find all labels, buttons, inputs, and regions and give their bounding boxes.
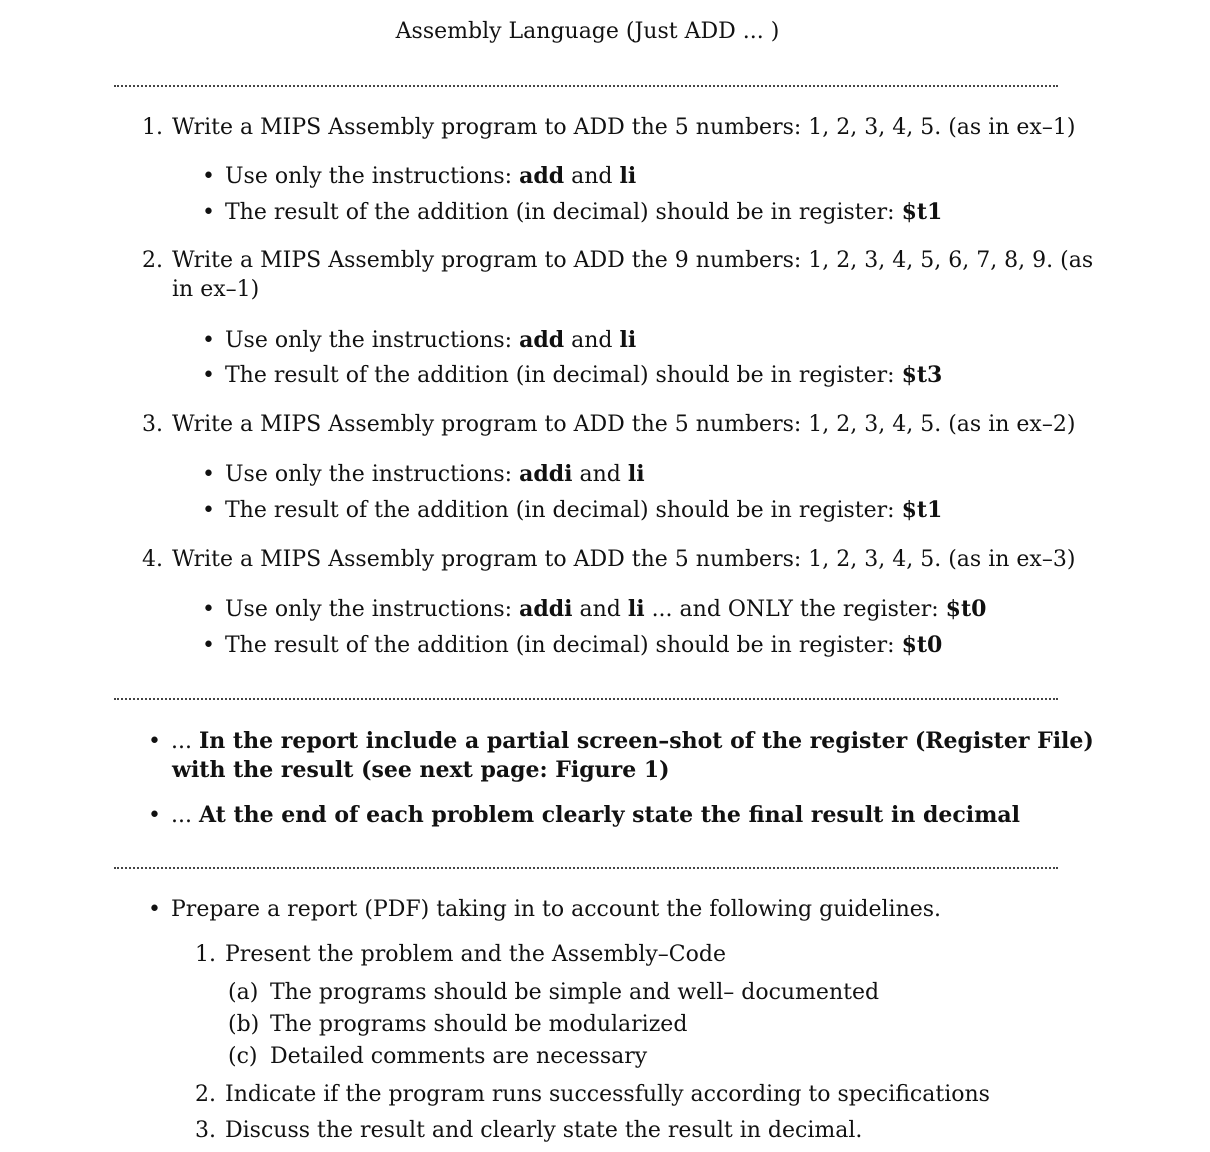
register-name: $t3 [901,362,943,388]
dotted-divider [114,85,1058,87]
note-final-result: • ... At the end of each problem clearly state the final result in decimal [148,802,1021,828]
register-name: $t1 [901,497,943,523]
problem-4-bullet-2: • The result of the addition (in decimal) should be in register: $t0 [202,632,943,658]
problem-3-bullet-2: • The result of the addition (in decimal) should be in register: $t1 [202,497,943,523]
instruction-name: add [519,327,565,353]
report-item-3: 3. Discuss the result and clearly state the result in decimal. [195,1118,863,1143]
bullet-glyph: • [202,164,215,189]
item-number: 2. [195,1082,216,1107]
problem-3 [142,411,1075,439]
instruction-name: li [627,596,645,622]
bullet-glyph: • [202,597,215,622]
report-subitem-b: (b) The programs should be modularized [228,1012,688,1037]
report-item-2: 2. Indicate if the program runs successfully according to specifications [195,1082,990,1107]
problem-3-bullet-1: • Use only the instructions: addi and li [202,461,645,487]
problem-number: 2. [142,248,163,273]
instruction-name: add [519,163,565,189]
problem-text: Write a MIPS Assembly program to ADD the 5 numbers: 1, 2, 3, 4, 5. (as in ex–1) [172,115,1076,140]
register-name: $t1 [901,199,943,225]
item-number: 1. [195,942,216,967]
report-subitem-a: (a) The programs should be simple and well– documented [228,980,880,1005]
problem-text: Write a MIPS Assembly program to ADD the 5 numbers: 1, 2, 3, 4, 5. (as in ex–2) [172,412,1076,437]
problem-text: Write a MIPS Assembly program to ADD the 9 numbers: 1, 2, 3, 4, 5, 6, 7, 8, 9. (as [172,248,1094,273]
bullet-glyph: • [202,200,215,225]
bullet-glyph: • [148,897,161,922]
instruction-name: addi [519,461,573,487]
problem-4-bullet-1: • Use only the instructions: addi and li ... and ONLY the register: $t0 [202,596,987,622]
bullet-glyph: • [148,729,161,754]
report-subitem-c: (c) Detailed comments are necessary [228,1044,648,1069]
instruction-name: addi [519,596,573,622]
problem-number: 1. [142,115,163,140]
instruction-name: li [619,327,637,353]
problem-2-continuation: in ex–1) [172,277,260,302]
problem-4 [142,546,1075,574]
register-name: $t0 [901,632,943,658]
problem-1 [142,114,1075,142]
page-title: Assembly Language (Just ADD ... ) [395,19,780,44]
problem-2-bullet-1: • Use only the instructions: add and li [202,327,637,353]
problem-2 [142,247,1093,275]
bullet-glyph: • [202,498,215,523]
problem-text: Write a MIPS Assembly program to ADD the 5 numbers: 1, 2, 3, 4, 5. (as in ex–3) [172,547,1076,572]
problem-1-bullet-2: • The result of the addition (in decimal) should be in register: $t1 [202,199,943,225]
item-number: 3. [195,1118,216,1143]
report-item-1: 1. Present the problem and the Assembly–Code [195,942,726,967]
note-screenshot-continuation: with the result (see next page: Figure 1) [172,757,670,783]
instruction-name: li [627,461,645,487]
subitem-label: (b) [228,1012,260,1037]
bullet-glyph: • [148,803,161,828]
problem-number: 3. [142,412,163,437]
problem-1-bullet-1: • Use only the instructions: add and li [202,163,637,189]
bullet-glyph: • [202,633,215,658]
instruction-name: li [619,163,637,189]
problem-number: 4. [142,547,163,572]
bullet-glyph: • [202,462,215,487]
note-screenshot: • ... In the report include a partial screen–shot of the register (Register File) [148,728,1094,754]
subitem-label: (a) [228,980,259,1005]
subitem-label: (c) [228,1044,258,1069]
bullet-glyph: • [202,328,215,353]
problem-2-bullet-2: • The result of the addition (in decimal) should be in register: $t3 [202,362,943,388]
report-intro: • Prepare a report (PDF) taking in to account the following guidelines. [148,897,942,922]
register-name: $t0 [945,596,987,622]
bullet-glyph: • [202,363,215,388]
dotted-divider [114,867,1058,869]
dotted-divider [114,698,1058,700]
